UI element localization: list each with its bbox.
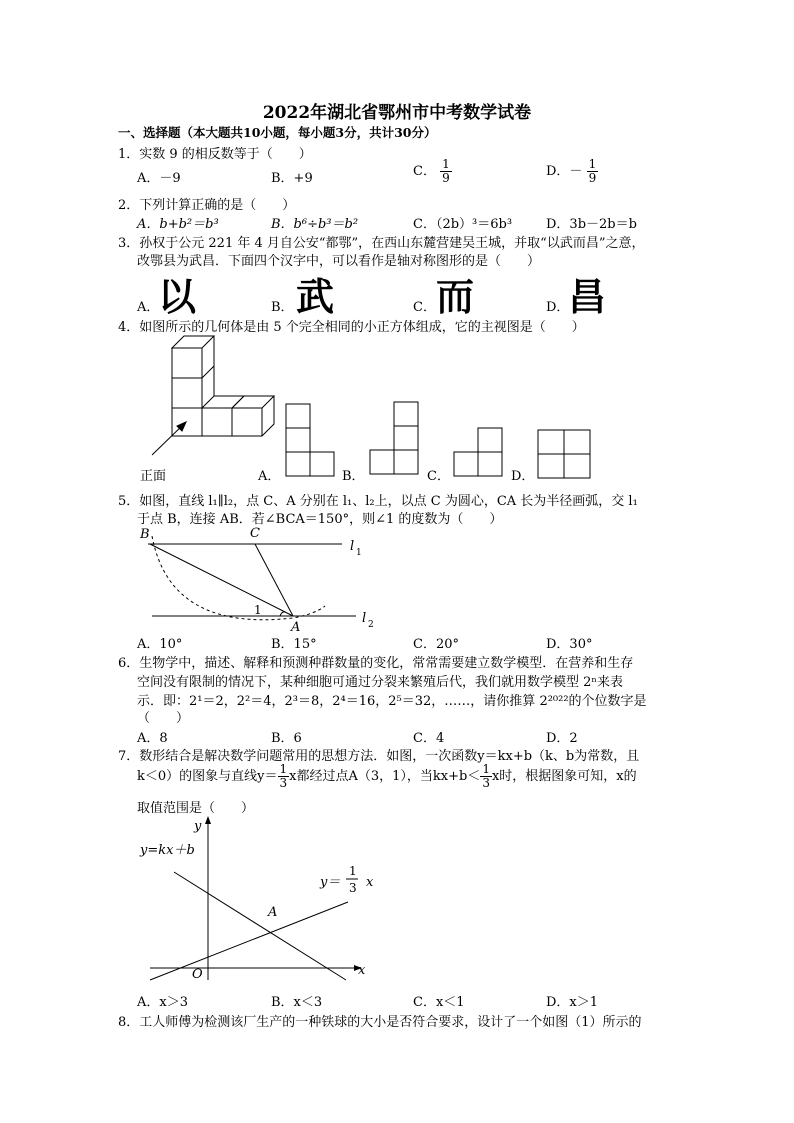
angle-mark xyxy=(280,612,285,616)
q1-c-fraction xyxy=(440,158,452,185)
label-origin: O xyxy=(192,967,203,982)
frac-den: 9 xyxy=(442,171,450,185)
q3-option-b: B． xyxy=(271,300,294,315)
q7-line2 xyxy=(137,763,637,790)
label-x: x xyxy=(358,963,366,978)
q4-front-label: 正面 xyxy=(140,469,167,484)
label-line-kx-b: y=kx＋b xyxy=(140,843,195,858)
frac-num: 1 xyxy=(482,762,490,776)
q6-option-d: D．2 xyxy=(546,731,578,746)
q7-option-b: B．x＜3 xyxy=(271,995,323,1010)
frac-num: 1 xyxy=(279,762,288,776)
q6-line1: 6．生物学中，描述、解释和预测种群数量的变化，常常需要建立数学模型．在营养和生存 xyxy=(118,656,634,671)
q4-option-d-figure xyxy=(538,430,590,478)
frac-den: 9 xyxy=(588,171,597,185)
q2-stem: 2．下列计算正确的是（ ） xyxy=(118,198,296,213)
label-line-frac-num: 1 xyxy=(349,864,357,878)
q5-line2: 于点 B，连接 AB．若∠BCA＝150°，则∠1 的度数为（ ） xyxy=(137,512,503,527)
label-l2: l xyxy=(362,611,367,626)
q4-option-a-figure xyxy=(286,404,334,476)
y-axis-arrow xyxy=(205,816,211,824)
label-point-a: A xyxy=(268,905,278,920)
q3-option-d: D． xyxy=(546,300,570,315)
q5-option-b: B．15° xyxy=(271,637,317,652)
q5-line1: 5．如图，直线 l₁∥l₂，点 C、A 分别在 l₁、l₂上，以点 C 为圆心，CA 长为半径画弧，交 l₁ xyxy=(118,494,638,509)
q4-option-b: B． xyxy=(342,469,365,484)
q3-char-b: 武 xyxy=(296,275,335,319)
q6-line4: （ ） xyxy=(137,711,190,726)
q1-d-prefix: D．－ xyxy=(546,164,583,179)
q4-option-d: D． xyxy=(511,469,535,484)
label-angle-1: 1 xyxy=(254,603,262,617)
q7-line2-part-a: k＜0）的图象与直线y＝ xyxy=(137,769,278,784)
q6-option-a: A．8 xyxy=(137,731,168,746)
q6-option-c: C．4 xyxy=(413,731,445,746)
frac-num: 1 xyxy=(588,157,597,171)
q7-line2-part-b: x都经过点A（3，1），当kx+b＜ xyxy=(289,769,481,784)
label-l1-sub: 1 xyxy=(356,548,362,558)
q7-frac-2 xyxy=(480,763,492,790)
q7-option-a: A．x＞3 xyxy=(137,995,188,1010)
q2-option-d: D．3b－2b＝b xyxy=(546,217,637,232)
q5-option-d: D．30° xyxy=(546,637,593,652)
q7-line2-part-c: x时，根据图象可知，x的 xyxy=(491,769,637,784)
frac-den: 3 xyxy=(279,776,288,790)
q3-line2: 改鄂县为武昌．下面四个汉字中，可以看作是轴对称图形的是（ ） xyxy=(137,254,541,269)
q6-line2: 空间没有限制的情况下，某种细胞可通过分裂来繁殖后代，我们就用数学模型 2ⁿ来表 xyxy=(137,675,624,690)
q1-option-d xyxy=(546,158,598,185)
arc-dashed xyxy=(152,536,325,620)
q2-option-b: B．b⁶÷b³＝b² xyxy=(271,217,359,232)
q4-option-c: C． xyxy=(427,469,450,484)
q4-option-a: A． xyxy=(258,469,281,484)
q1-option-a: A．－9 xyxy=(137,171,181,186)
q3-char-d: 昌 xyxy=(568,275,607,319)
q2-option-c: C．（2b）³＝6b³ xyxy=(413,217,513,232)
label-line-third-b: x xyxy=(366,875,374,890)
q3-option-c: C． xyxy=(413,300,436,315)
q5-figure xyxy=(130,522,390,634)
label-line-frac-den: 3 xyxy=(349,881,357,895)
q4-stem: 4．如图所示的几何体是由 5 个完全相同的小正方体组成，它的主视图是（ ） xyxy=(118,320,585,335)
label-a: A xyxy=(291,620,301,634)
q7-option-c: C．x＜1 xyxy=(413,995,465,1010)
q4-option-c-figure xyxy=(454,428,502,476)
label-l2-sub: 2 xyxy=(368,620,374,630)
q4-option-b-figure xyxy=(370,402,418,474)
q5-option-c: C．20° xyxy=(413,637,459,652)
q3-line1: 3．孙权于公元 221 年 4 月自公安“都鄂”，在西山东麓营建吴王城，并取“以武而昌”之意， xyxy=(118,236,645,251)
q6-line3: 示．即：2¹＝2，2²＝4，2³＝8，2⁴＝16，2⁵＝32，……，请你推算 2²⁰²²的个位数字是 xyxy=(137,694,647,709)
q1-d-fraction xyxy=(587,158,599,185)
section-heading: 一、选择题（本大题共10小题，每小题3分，共计30分） xyxy=(118,125,437,140)
q1-option-c xyxy=(413,158,452,185)
q7-frac-1 xyxy=(278,763,290,790)
q3-option-a: A． xyxy=(137,300,160,315)
label-line-third-a: y＝ xyxy=(320,875,341,890)
q7-option-d: D．x＞1 xyxy=(546,995,599,1010)
q7-line3: 取值范围是（ ） xyxy=(137,801,255,816)
q3-char-a: 以 xyxy=(158,275,197,319)
q7-graph xyxy=(130,812,380,990)
q6-option-b: B．6 xyxy=(271,731,302,746)
q1-stem: 1．实数 9 的相反数等于（ ） xyxy=(118,147,312,162)
label-y: y xyxy=(194,819,202,834)
q2-option-a: A．b+b²＝b³ xyxy=(137,217,219,232)
q4-figures xyxy=(130,330,690,490)
q5-option-a: A．10° xyxy=(137,637,183,652)
q4-solid-figure xyxy=(152,336,274,455)
page-title: 2022年湖北省鄂州市中考数学试卷 xyxy=(262,103,532,123)
frac-den: 3 xyxy=(482,776,490,790)
q1-c-prefix: C． xyxy=(413,164,436,179)
segment-ba xyxy=(150,544,293,616)
q8-line1: 8．工人师傅为检测该厂生产的一种铁球的大小是否符合要求，设计了一个如图（1）所示的 xyxy=(118,1015,642,1030)
label-b: B xyxy=(140,527,150,542)
label-l1: l xyxy=(350,539,355,554)
frac-num: 1 xyxy=(442,157,450,171)
q7-line1: 7．数形结合是解决数学问题常用的思想方法．如图，一次函数y＝kx+b（k、b为常数，且 xyxy=(118,749,640,764)
q1-option-b: B．+9 xyxy=(271,171,313,186)
label-c: C xyxy=(250,526,260,541)
q3-char-c: 而 xyxy=(436,275,475,319)
